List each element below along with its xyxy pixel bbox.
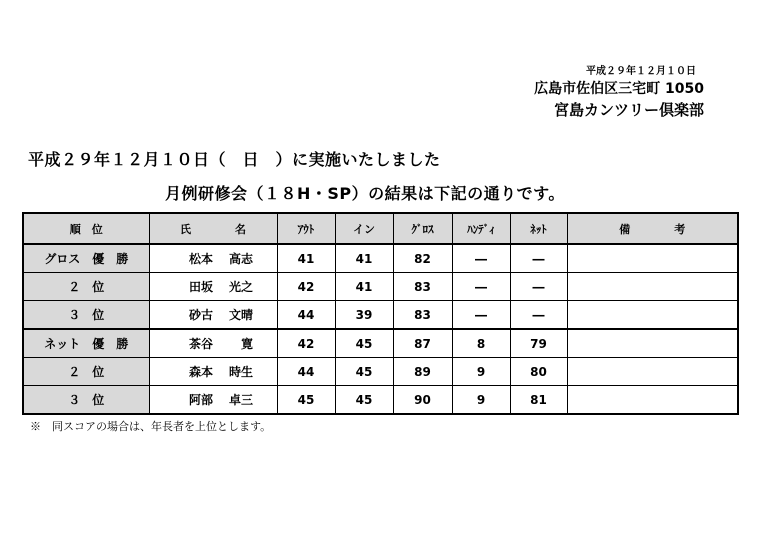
- header-handicap: ﾊﾝﾃﾞｨ: [452, 213, 510, 244]
- gross-score-cell: 83: [393, 301, 452, 330]
- club-address: 広島市佐伯区三宅町 1050: [534, 81, 704, 97]
- given-name: 寛: [228, 337, 253, 351]
- player-name-cell: [149, 358, 277, 386]
- table-row: [23, 358, 738, 386]
- table-row: [23, 386, 738, 415]
- rank-cell: ネット 優 勝: [23, 329, 149, 358]
- out-score-cell: 44: [277, 301, 335, 330]
- net-score-cell: 79: [510, 329, 567, 358]
- table-row: [23, 301, 738, 330]
- out-score-cell: 42: [277, 329, 335, 358]
- remarks-cell: [567, 244, 738, 273]
- in-score-cell: 45: [335, 329, 393, 358]
- rank-cell: グロス 優 勝: [23, 244, 149, 273]
- player-name-cell: [149, 273, 277, 301]
- footnote: ※ 同スコアの場合は、年長者を上位とします。: [30, 420, 272, 433]
- table-row: [23, 329, 738, 358]
- header-net: ﾈｯﾄ: [510, 213, 567, 244]
- remarks-cell: [567, 329, 738, 358]
- gross-score-cell: 82: [393, 244, 452, 273]
- event-description: 月例研修会（１８H・SP）の結果は下記の通りです。: [165, 184, 565, 203]
- gross-score-cell: 87: [393, 329, 452, 358]
- out-score-cell: 44: [277, 358, 335, 386]
- header-gross: ｸﾞﾛｽ: [393, 213, 452, 244]
- club-name: 宮島カンツリー倶楽部: [553, 101, 704, 119]
- net-score-cell: ―: [510, 273, 567, 301]
- in-score-cell: 45: [335, 386, 393, 415]
- family-name: 茶谷: [188, 337, 213, 351]
- net-score-cell: ―: [510, 244, 567, 273]
- handicap-cell: 9: [452, 386, 510, 415]
- header-in: イン: [335, 213, 393, 244]
- net-score-cell: ―: [510, 301, 567, 330]
- family-name: 松本: [188, 252, 213, 266]
- header-rank: 順 位: [23, 213, 149, 244]
- handicap-cell: 9: [452, 358, 510, 386]
- family-name: 田坂: [188, 280, 213, 294]
- in-score-cell: 39: [335, 301, 393, 330]
- out-score-cell: 42: [277, 273, 335, 301]
- player-name-cell: [149, 386, 277, 415]
- given-name: 文晴: [228, 308, 253, 322]
- table-row: [23, 273, 738, 301]
- event-notice: 平成２９年１２月１０日（ 日 ）に実施いたしました: [28, 150, 441, 169]
- family-name: 砂古: [188, 308, 213, 322]
- remarks-cell: [567, 358, 738, 386]
- header-remarks: 備 考: [567, 213, 738, 244]
- given-name: 卓三: [228, 393, 253, 407]
- net-score-cell: 80: [510, 358, 567, 386]
- out-score-cell: 45: [277, 386, 335, 415]
- document-date: 平成２９年１２月１０日: [586, 66, 696, 77]
- handicap-cell: ―: [452, 301, 510, 330]
- rank-cell: ２ 位: [23, 273, 149, 301]
- out-score-cell: 41: [277, 244, 335, 273]
- given-name: 高志: [228, 252, 253, 266]
- remarks-cell: [567, 386, 738, 415]
- in-score-cell: 41: [335, 244, 393, 273]
- header-out: ｱｳﾄ: [277, 213, 335, 244]
- given-name: 光之: [228, 280, 253, 294]
- rank-cell: ３ 位: [23, 301, 149, 330]
- player-name-cell: [149, 244, 277, 273]
- rank-cell: ２ 位: [23, 358, 149, 386]
- player-name-cell: [149, 301, 277, 330]
- net-score-cell: 81: [510, 386, 567, 415]
- handicap-cell: 8: [452, 329, 510, 358]
- family-name: 森本: [188, 365, 213, 379]
- rank-cell: ３ 位: [23, 386, 149, 415]
- given-name: 時生: [228, 365, 253, 379]
- player-name-cell: [149, 329, 277, 358]
- table-header-row: [23, 213, 738, 244]
- in-score-cell: 41: [335, 273, 393, 301]
- family-name: 阿部: [188, 393, 213, 407]
- handicap-cell: ―: [452, 244, 510, 273]
- gross-score-cell: 90: [393, 386, 452, 415]
- header-name: 氏 名: [149, 213, 277, 244]
- handicap-cell: ―: [452, 273, 510, 301]
- table-row: [23, 244, 738, 273]
- in-score-cell: 45: [335, 358, 393, 386]
- remarks-cell: [567, 273, 738, 301]
- gross-score-cell: 89: [393, 358, 452, 386]
- gross-score-cell: 83: [393, 273, 452, 301]
- results-table: [22, 212, 739, 415]
- remarks-cell: [567, 301, 738, 330]
